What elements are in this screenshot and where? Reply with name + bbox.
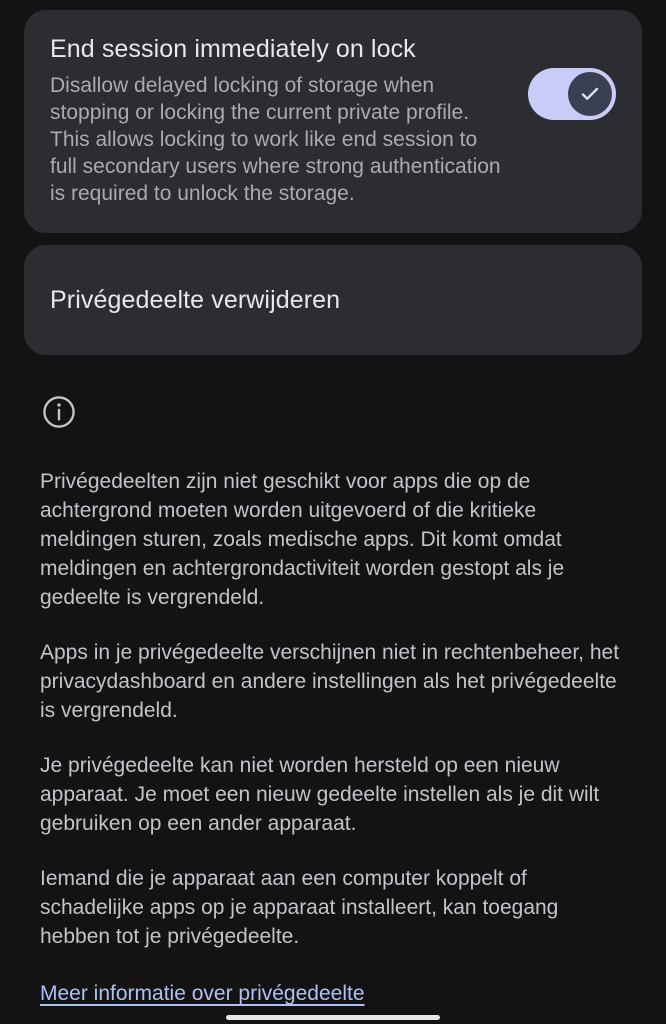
delete-private-space-button[interactable] (24, 245, 642, 355)
learn-more-link[interactable]: Meer informatie over privégedeelte (40, 982, 365, 1005)
info-paragraph: Apps in je privégedeelte verschijnen niet in rechtenbeheer, het privacydashboard en andere instellingen als het privégedeelte is vergrendeld. (40, 641, 620, 722)
info-paragraph: Privégedeelten zijn niet geschikt voor apps die op de achtergrond moeten worden uitgevoerd of die kritieke meldingen sturen, zoals medische apps. Dit komt omdat meldingen en achtergrondactiviteit worden gestopt als je gedeelte is vergrendeld. (40, 470, 565, 609)
toggle-knob (568, 72, 612, 116)
info-paragraphs (40, 467, 626, 1008)
toggle-container (528, 34, 616, 154)
preference-text-block (50, 34, 505, 207)
home-gesture-handle[interactable] (226, 1015, 440, 1020)
preference-card-end-session-on-lock[interactable] (24, 10, 642, 233)
system-navigation-bar (0, 1000, 666, 1024)
info-paragraph: Je privégedeelte kan niet worden hersteld op een nieuw apparaat. Je moet een nieuw gedeelte instellen als je dit wilt gebruiken op een ander apparaat. (40, 754, 600, 835)
preference-title: End session immediately on lock (50, 35, 416, 63)
settings-screen (0, 10, 666, 1024)
delete-private-space-label: Privégedeelte verwijderen (50, 286, 341, 314)
preference-summary: Disallow delayed locking of storage when stopping or locking the current private profile. This allows locking to work like end session to full secondary users where strong authentication is required to unlock the storage. (50, 74, 501, 205)
info-circle-icon (40, 393, 78, 431)
end-session-on-lock-toggle[interactable] (528, 68, 616, 120)
info-paragraph: Iemand die je apparaat aan een computer koppelt of schadelijke apps op je apparaat installeert, kan toegang hebben tot je privégedeelte. (40, 867, 559, 948)
info-section (24, 393, 642, 1008)
check-icon (578, 82, 602, 106)
